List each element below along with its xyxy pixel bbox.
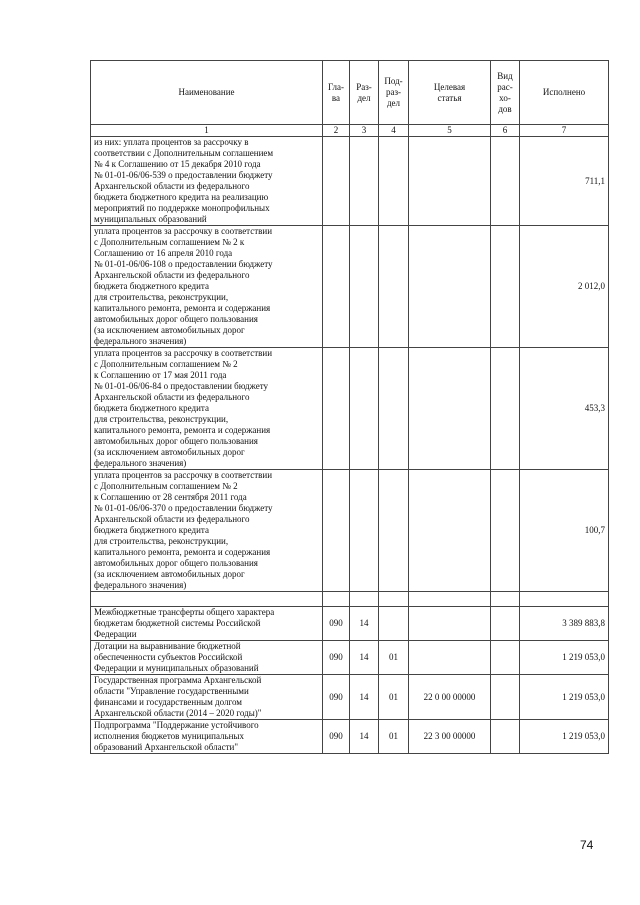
row-section bbox=[350, 470, 379, 592]
header-expense-type: Вид рас- хо- дов bbox=[491, 61, 520, 125]
row-target-article bbox=[409, 607, 491, 641]
table-row bbox=[91, 720, 609, 754]
row-name: уплата процентов за рассрочку в соответствии с Дополнительным соглашением № 2 к Соглашению от 16 апреля 2010 года № 01-01-06/06-108 о предоставлении бюджету Архангельской области из федерального бюджета бюджетного кредита для строительства, реконструкции, капитального ремонта, ремонта и содержания автомобильных дорог общего пользования (за исключением автомобильных дорог федерального значения) bbox=[91, 226, 323, 348]
empty-cell bbox=[91, 592, 323, 607]
header-target-article: Целевая статья bbox=[409, 61, 491, 125]
empty-cell bbox=[409, 592, 491, 607]
row-chapter: 090 bbox=[323, 607, 350, 641]
row-expense-type bbox=[491, 641, 520, 675]
row-target-article bbox=[409, 348, 491, 470]
table-row bbox=[91, 137, 609, 226]
row-target-article: 22 0 00 00000 bbox=[409, 675, 491, 720]
row-subsection bbox=[379, 607, 409, 641]
row-amount: 100,7 bbox=[520, 470, 609, 592]
row-target-article: 22 3 00 00000 bbox=[409, 720, 491, 754]
row-target-article bbox=[409, 137, 491, 226]
empty-row bbox=[91, 592, 609, 607]
row-subsection bbox=[379, 137, 409, 226]
row-amount: 453,3 bbox=[520, 348, 609, 470]
row-name: уплата процентов за рассрочку в соответствии с Дополнительным соглашением № 2 к Соглашению от 28 сентября 2011 года № 01-01-06/06-370 о предоставлении бюджету Архангельской области из федерального бюджета бюджетного кредита для строительства, реконструкции, капитального ремонта, ремонта и содержания автомобильных дорог общего пользования (за исключением автомобильных дорог федерального значения) bbox=[91, 470, 323, 592]
table-row bbox=[91, 348, 609, 470]
empty-cell bbox=[323, 592, 350, 607]
table-header-row bbox=[91, 61, 609, 125]
row-amount: 3 389 883,8 bbox=[520, 607, 609, 641]
empty-cell bbox=[520, 592, 609, 607]
row-name: Подпрограмма "Поддержание устойчивого исполнения бюджетов муниципальных образований Архангельской области" bbox=[91, 720, 323, 754]
row-expense-type bbox=[491, 675, 520, 720]
row-subsection bbox=[379, 470, 409, 592]
row-name: Дотации на выравнивание бюджетной обеспеченности субъектов Российской Федерации и муниципальных образований bbox=[91, 641, 323, 675]
row-name: из них: уплата процентов за рассрочку в соответствии с Дополнительным соглашением № 4 к Соглашению от 15 декабря 2010 года № 01-01-06/06-539 о предоставлении бюджету Архангельской области из федерального бюджета бюджетного кредита на реализацию мероприятий по поддержке монопрофильных муниципальных образований bbox=[91, 137, 323, 226]
header-name: Наименование bbox=[91, 61, 323, 125]
row-chapter bbox=[323, 470, 350, 592]
table-row bbox=[91, 675, 609, 720]
column-number-row bbox=[91, 125, 609, 137]
row-section: 14 bbox=[350, 675, 379, 720]
row-target-article bbox=[409, 226, 491, 348]
row-target-article bbox=[409, 470, 491, 592]
table-row bbox=[91, 226, 609, 348]
table-row bbox=[91, 607, 609, 641]
table-row bbox=[91, 641, 609, 675]
row-subsection: 01 bbox=[379, 720, 409, 754]
row-chapter bbox=[323, 137, 350, 226]
row-chapter: 090 bbox=[323, 641, 350, 675]
row-chapter bbox=[323, 348, 350, 470]
column-number: 4 bbox=[379, 125, 409, 137]
row-amount: 711,1 bbox=[520, 137, 609, 226]
row-section bbox=[350, 348, 379, 470]
row-section bbox=[350, 137, 379, 226]
row-chapter: 090 bbox=[323, 675, 350, 720]
row-subsection: 01 bbox=[379, 641, 409, 675]
row-amount: 1 219 053,0 bbox=[520, 720, 609, 754]
row-expense-type bbox=[491, 720, 520, 754]
page-number: 74 bbox=[580, 838, 594, 852]
row-section: 14 bbox=[350, 641, 379, 675]
row-subsection bbox=[379, 226, 409, 348]
empty-cell bbox=[379, 592, 409, 607]
row-expense-type bbox=[491, 607, 520, 641]
row-expense-type bbox=[491, 137, 520, 226]
row-name: уплата процентов за рассрочку в соответствии с Дополнительным соглашением № 2 к Соглашению от 17 мая 2011 года № 01-01-06/06-84 о предоставлении бюджету Архангельской области из федерального бюджета бюджетного кредита для строительства, реконструкции, капитального ремонта, ремонта и содержания автомобильных дорог общего пользования (за исключением автомобильных дорог федерального значения) bbox=[91, 348, 323, 470]
row-subsection bbox=[379, 348, 409, 470]
row-chapter bbox=[323, 226, 350, 348]
row-name: Государственная программа Архангельской области "Управление государственными финансами и государственным долгом Архангельской области (2014 – 2020 годы)" bbox=[91, 675, 323, 720]
header-executed: Исполнено bbox=[520, 61, 609, 125]
budget-execution-table bbox=[90, 60, 609, 754]
column-number: 6 bbox=[491, 125, 520, 137]
row-expense-type bbox=[491, 226, 520, 348]
row-section: 14 bbox=[350, 720, 379, 754]
column-number: 7 bbox=[520, 125, 609, 137]
row-amount: 2 012,0 bbox=[520, 226, 609, 348]
row-chapter: 090 bbox=[323, 720, 350, 754]
row-expense-type bbox=[491, 470, 520, 592]
column-number: 5 bbox=[409, 125, 491, 137]
header-section: Раз- дел bbox=[350, 61, 379, 125]
row-section: 14 bbox=[350, 607, 379, 641]
row-section bbox=[350, 226, 379, 348]
row-expense-type bbox=[491, 348, 520, 470]
row-target-article bbox=[409, 641, 491, 675]
empty-cell bbox=[491, 592, 520, 607]
empty-cell bbox=[350, 592, 379, 607]
row-amount: 1 219 053,0 bbox=[520, 641, 609, 675]
column-number: 1 bbox=[91, 125, 323, 137]
row-name: Межбюджетные трансферты общего характера бюджетам бюджетной системы Российской Федерации bbox=[91, 607, 323, 641]
table-row bbox=[91, 470, 609, 592]
row-amount: 1 219 053,0 bbox=[520, 675, 609, 720]
column-number: 2 bbox=[323, 125, 350, 137]
header-chapter: Гла- ва bbox=[323, 61, 350, 125]
column-number: 3 bbox=[350, 125, 379, 137]
row-subsection: 01 bbox=[379, 675, 409, 720]
header-subsection: Под- раз- дел bbox=[379, 61, 409, 125]
